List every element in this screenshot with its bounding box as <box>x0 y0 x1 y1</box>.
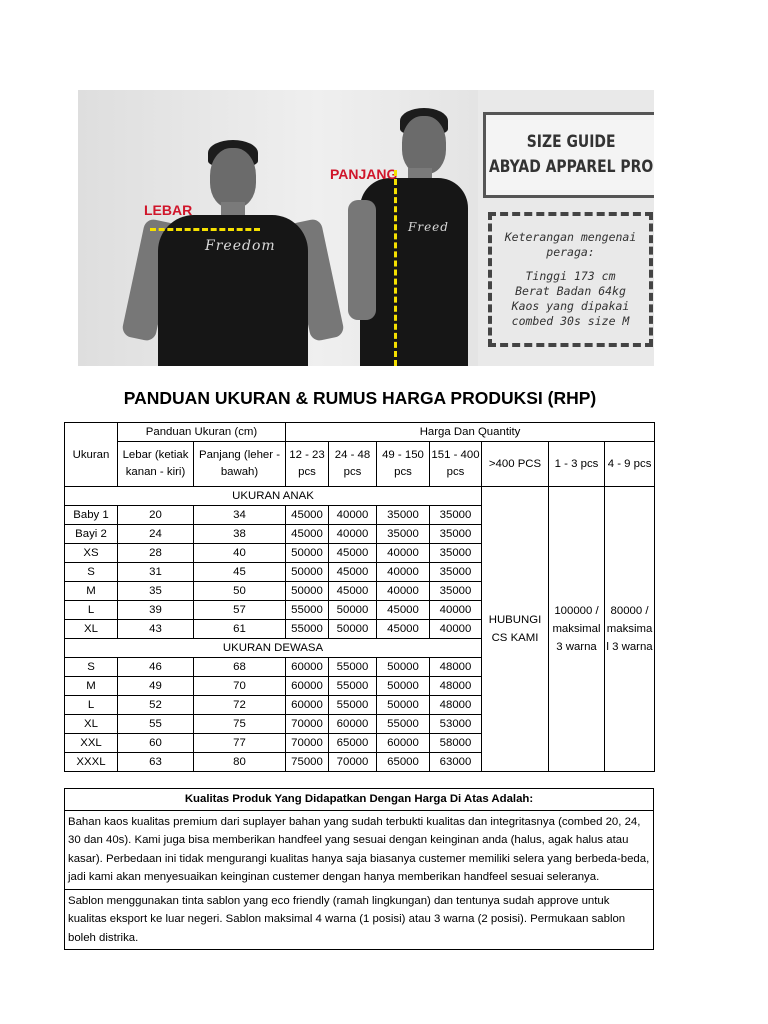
cell-panjang: 70 <box>194 677 286 696</box>
cell-price-12-23: 70000 <box>286 715 329 734</box>
cell-price-49-150: 50000 <box>377 677 430 696</box>
note-line: Berat Badan 64kg <box>515 284 626 298</box>
cell-price-151-400: 35000 <box>430 582 482 601</box>
cell-price-24-48: 40000 <box>329 525 377 544</box>
size-guide-title-box <box>483 112 654 198</box>
cell-lebar: 49 <box>118 677 194 696</box>
cell-price-12-23: 50000 <box>286 544 329 563</box>
cell-price-151-400: 40000 <box>430 601 482 620</box>
header-qty-49-150: 49 - 150 pcs <box>377 442 430 487</box>
cell-price-12-23: 45000 <box>286 525 329 544</box>
cell-price-49-150: 45000 <box>377 620 430 639</box>
cell-lebar: 52 <box>118 696 194 715</box>
cell-price-151-400: 48000 <box>430 677 482 696</box>
model-side-view: Freed <box>350 90 480 366</box>
note-line: combed 30s size M <box>511 314 630 328</box>
cell-panjang: 34 <box>194 506 286 525</box>
cell-panjang: 50 <box>194 582 286 601</box>
cell-price-49-150: 40000 <box>377 582 430 601</box>
merged-price-1-3: 100000 / maksimal 3 warna <box>549 487 605 772</box>
cell-panjang: 40 <box>194 544 286 563</box>
cell-price-12-23: 60000 <box>286 658 329 677</box>
page-title: PANDUAN UKURAN & RUMUS HARGA PRODUKSI (RHP) <box>123 388 597 408</box>
header-lebar: Lebar (ketiak kanan - kiri) <box>118 442 194 487</box>
cell-price-12-23: 50000 <box>286 582 329 601</box>
note-line: Tinggi 173 cm <box>525 269 616 283</box>
cell-size: M <box>65 677 118 696</box>
section-ukuran-dewasa: UKURAN DEWASA <box>65 639 482 658</box>
cell-panjang: 38 <box>194 525 286 544</box>
cell-size: XXL <box>65 734 118 753</box>
cell-size: XS <box>65 544 118 563</box>
cell-size: L <box>65 696 118 715</box>
cell-lebar: 20 <box>118 506 194 525</box>
lebar-measure-line <box>150 228 260 231</box>
cell-price-151-400: 63000 <box>430 753 482 772</box>
header-qty-1-3: 1 - 3 pcs <box>549 442 605 487</box>
header-panjang: Panjang (leher - bawah) <box>194 442 286 487</box>
cell-panjang: 80 <box>194 753 286 772</box>
panjang-measure-line <box>394 170 397 366</box>
cell-size: XL <box>65 620 118 639</box>
note-line: Keterangan mengenai <box>504 230 637 244</box>
cell-panjang: 57 <box>194 601 286 620</box>
cell-size: Baby 1 <box>65 506 118 525</box>
header-harga-quantity: Harga Dan Quantity <box>286 423 655 442</box>
cell-lebar: 35 <box>118 582 194 601</box>
cell-size: S <box>65 658 118 677</box>
cell-size: XXXL <box>65 753 118 772</box>
size-guide-photo-banner <box>78 90 654 366</box>
header-qty-over-400: >400 PCS <box>482 442 549 487</box>
cell-price-24-48: 55000 <box>329 696 377 715</box>
cell-price-49-150: 35000 <box>377 525 430 544</box>
cell-price-12-23: 50000 <box>286 563 329 582</box>
brand-name: ABYAD APPAREL PRO <box>488 157 654 177</box>
cell-panjang: 45 <box>194 563 286 582</box>
cell-price-151-400: 58000 <box>430 734 482 753</box>
size-guide-title: SIZE GUIDE <box>526 132 616 152</box>
header-qty-12-23: 12 - 23 pcs <box>286 442 329 487</box>
cell-price-24-48: 55000 <box>329 658 377 677</box>
size-price-table <box>64 422 655 772</box>
merged-hubungi-cs: HUBUNGI CS KAMI <box>482 487 549 772</box>
cell-size: L <box>65 601 118 620</box>
model-info-note <box>488 212 653 347</box>
merged-price-4-9: 80000 / maksima l 3 warna <box>605 487 655 772</box>
cell-price-151-400: 48000 <box>430 696 482 715</box>
cell-price-24-48: 65000 <box>329 734 377 753</box>
cell-price-24-48: 50000 <box>329 620 377 639</box>
section-ukuran-anak: UKURAN ANAK <box>65 487 482 506</box>
cell-price-49-150: 65000 <box>377 753 430 772</box>
panjang-measure-label: PANJANG <box>330 166 398 182</box>
lebar-measure-label: LEBAR <box>144 202 193 218</box>
cell-price-49-150: 60000 <box>377 734 430 753</box>
cell-price-24-48: 45000 <box>329 544 377 563</box>
cell-lebar: 39 <box>118 601 194 620</box>
cell-price-49-150: 40000 <box>377 563 430 582</box>
cell-price-12-23: 60000 <box>286 696 329 715</box>
cell-panjang: 77 <box>194 734 286 753</box>
cell-panjang: 68 <box>194 658 286 677</box>
quality-heading: Kualitas Produk Yang Didapatkan Dengan Harga Di Atas Adalah: <box>65 789 654 811</box>
cell-price-24-48: 60000 <box>329 715 377 734</box>
cell-price-12-23: 55000 <box>286 601 329 620</box>
cell-price-151-400: 35000 <box>430 563 482 582</box>
cell-panjang: 61 <box>194 620 286 639</box>
cell-size: S <box>65 563 118 582</box>
quality-paragraph-sablon: Sablon menggunakan tinta sablon yang eco friendly (ramah lingkungan) dan tentunya sudah approve untuk kualitas eksport ke luar negeri. Sablon maksimal 4 warna (1 posisi) atau 3 warna (2 posisi). Permukaan sablon boleh distrika. <box>65 889 654 950</box>
header-qty-4-9: 4 - 9 pcs <box>605 442 655 487</box>
cell-price-151-400: 35000 <box>430 544 482 563</box>
note-line: peraga: <box>546 245 595 259</box>
cell-size: M <box>65 582 118 601</box>
header-qty-24-48: 24 - 48 pcs <box>329 442 377 487</box>
cell-price-12-23: 60000 <box>286 677 329 696</box>
cell-price-12-23: 75000 <box>286 753 329 772</box>
cell-price-12-23: 55000 <box>286 620 329 639</box>
shirt-print-text: Freedom <box>205 238 276 254</box>
cell-lebar: 28 <box>118 544 194 563</box>
cell-price-49-150: 40000 <box>377 544 430 563</box>
cell-price-151-400: 35000 <box>430 525 482 544</box>
quality-info-box <box>64 788 654 950</box>
cell-price-49-150: 35000 <box>377 506 430 525</box>
note-line: Kaos yang dipakai <box>511 299 630 313</box>
cell-price-49-150: 55000 <box>377 715 430 734</box>
cell-price-24-48: 50000 <box>329 601 377 620</box>
cell-size: XL <box>65 715 118 734</box>
cell-lebar: 46 <box>118 658 194 677</box>
cell-price-49-150: 50000 <box>377 696 430 715</box>
cell-price-151-400: 48000 <box>430 658 482 677</box>
cell-lebar: 63 <box>118 753 194 772</box>
cell-size: Bayi 2 <box>65 525 118 544</box>
cell-lebar: 60 <box>118 734 194 753</box>
header-panduan-ukuran: Panduan Ukuran (cm) <box>118 423 286 442</box>
cell-panjang: 75 <box>194 715 286 734</box>
cell-panjang: 72 <box>194 696 286 715</box>
cell-price-12-23: 70000 <box>286 734 329 753</box>
cell-price-151-400: 40000 <box>430 620 482 639</box>
cell-price-24-48: 45000 <box>329 582 377 601</box>
cell-price-151-400: 35000 <box>430 506 482 525</box>
cell-lebar: 31 <box>118 563 194 582</box>
cell-price-151-400: 53000 <box>430 715 482 734</box>
cell-price-24-48: 55000 <box>329 677 377 696</box>
cell-lebar: 55 <box>118 715 194 734</box>
cell-price-49-150: 50000 <box>377 658 430 677</box>
cell-price-24-48: 40000 <box>329 506 377 525</box>
cell-price-49-150: 45000 <box>377 601 430 620</box>
header-qty-151-400: 151 - 400 pcs <box>430 442 482 487</box>
quality-paragraph-fabric: Bahan kaos kualitas premium dari suplayer bahan yang sudah terbukti kualitas dan integritasnya (combed 20, 24, 30 dan 40s). Kami juga bisa memberikan handfeel yang sesuai dengan keinginan anda (halus, agak halus atau kasar). Perbedaan ini tidak mengurangi kualitas hanya saja biasanya custemer memiliki selera yang berbeda-beda, jadi kami akan menyesuaikan keinginan custemer dengan hanya memberikan handfeel sesuai seleranya. <box>65 810 654 889</box>
cell-price-24-48: 45000 <box>329 563 377 582</box>
cell-price-12-23: 45000 <box>286 506 329 525</box>
header-ukuran: Ukuran <box>65 423 118 487</box>
cell-price-24-48: 70000 <box>329 753 377 772</box>
cell-lebar: 24 <box>118 525 194 544</box>
cell-lebar: 43 <box>118 620 194 639</box>
